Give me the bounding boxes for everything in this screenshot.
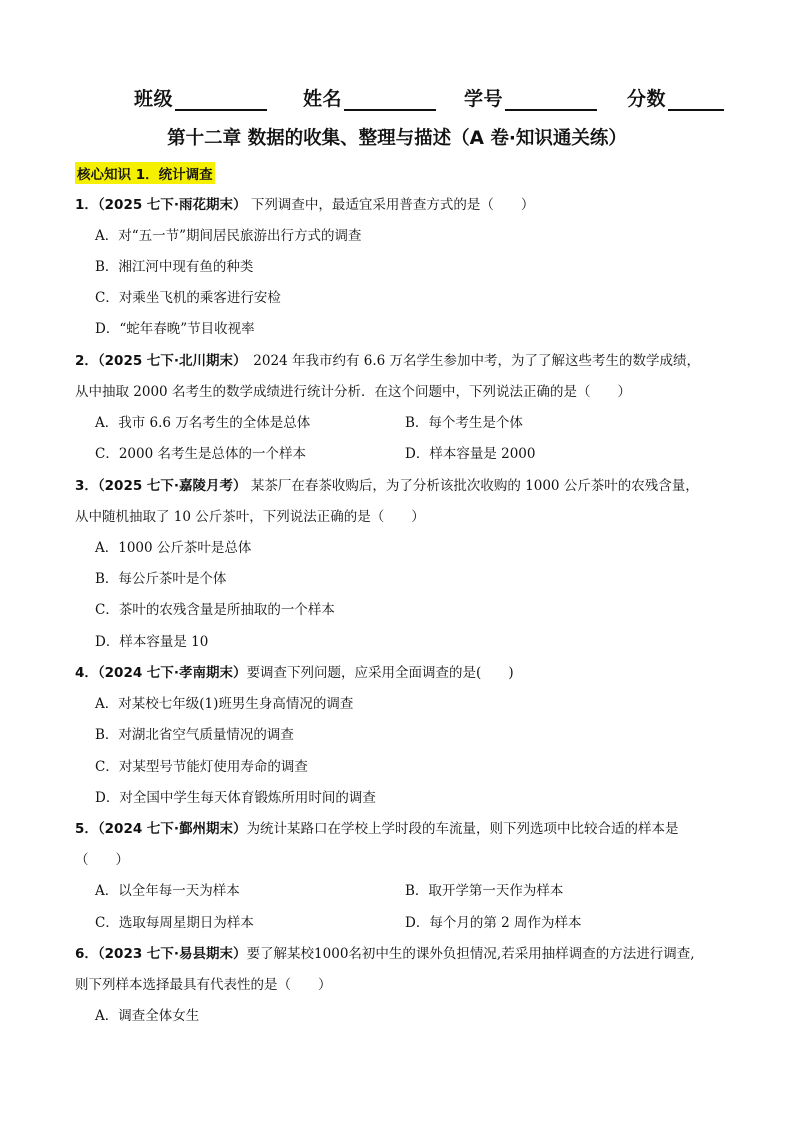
question-4-option-c[interactable]: C．对某型号节能灯使用寿命的调查 <box>95 759 308 775</box>
question-6-stem <box>75 945 695 963</box>
question-2-option-c[interactable]: C．2000 名考生是总体的一个样本 <box>95 446 306 462</box>
question-1-option-c[interactable]: C．对乘坐飞机的乘客进行安检 <box>95 290 281 306</box>
question-1-option-b[interactable]: B．湘江河中现有鱼的种类 <box>95 259 254 275</box>
question-source: （2024 七下·鄞州期末） <box>97 821 247 837</box>
score-blank[interactable] <box>668 89 724 111</box>
class-blank[interactable] <box>175 89 267 111</box>
score-label: 分数 <box>627 88 667 110</box>
question-4-stem <box>75 664 514 682</box>
question-1-stem <box>75 196 534 214</box>
question-source: （2025 七下·嘉陵月考） <box>97 478 247 494</box>
page-title: 第十二章 数据的收集、整理与描述（A 卷·知识通关练） <box>167 128 627 149</box>
question-5-option-b[interactable]: B．取开学第一天作为样本 <box>405 883 564 899</box>
question-text: 要调查下列问题，应采用全面调查的是( ) <box>246 665 514 681</box>
section-heading: 核心知识 1．统计调查 <box>75 162 215 184</box>
question-text: 为统计某路口在学校上学时段的车流量，则下列选项中比较合适的样本是 <box>246 821 679 837</box>
question-number: 3． <box>75 478 98 494</box>
class-field[interactable] <box>134 84 267 111</box>
question-3-option-d[interactable]: D．样本容量是 10 <box>95 634 209 650</box>
question-number: 4． <box>75 665 98 681</box>
question-5-option-c[interactable]: C．选取每周星期日为样本 <box>95 915 254 931</box>
class-label: 班级 <box>134 88 174 110</box>
name-label: 姓名 <box>303 88 343 110</box>
name-blank[interactable] <box>344 89 436 111</box>
question-source: （2024 七下·孝南期末） <box>97 665 247 681</box>
question-2-option-d[interactable]: D．样本容量是 2000 <box>405 446 536 462</box>
question-text: 要了解某校1000名初中生的课外负担情况,若采用抽样调查的方法进行调查, <box>246 946 695 962</box>
question-4-option-a[interactable]: A．对某校七年级(1)班男生身高情况的调查 <box>95 696 354 712</box>
question-text: 某茶厂在春茶收购后，为了分析该批次收购的 1000 公斤茶叶的农残含量， <box>246 478 699 494</box>
student-id-blank[interactable] <box>505 89 597 111</box>
question-2-stem-continued: 从中抽取 2000 名考生的数学成绩进行统计分析．在这个问题中，下列说法正确的是（ ） <box>75 384 631 400</box>
question-5-stem <box>75 820 679 838</box>
question-3-stem-continued: 从中随机抽取了 10 公斤茶叶，下列说法正确的是（ ） <box>75 509 425 525</box>
question-2-option-a[interactable]: A．我市 6.6 万名考生的全体是总体 <box>95 415 311 431</box>
question-source: （2023 七下·易县期末） <box>97 946 247 962</box>
question-3-option-b[interactable]: B．每公斤茶叶是个体 <box>95 571 227 587</box>
question-2-stem <box>75 352 700 370</box>
question-6-stem-continued: 则下列样本选择最具有代表性的是（ ） <box>75 977 332 993</box>
question-2-option-b[interactable]: B．每个考生是个体 <box>405 415 523 431</box>
question-source: （2025 七下·雨花期末） <box>97 197 247 213</box>
question-1-option-d[interactable]: D．“蛇年春晚”节目收视率 <box>95 321 255 337</box>
question-1-option-a[interactable]: A．对“五一节”期间居民旅游出行方式的调查 <box>95 228 362 244</box>
question-number: 6． <box>75 946 98 962</box>
student-id-label: 学号 <box>464 88 504 110</box>
question-5-option-a[interactable]: A．以全年每一天为样本 <box>95 883 240 899</box>
question-5-option-d[interactable]: D．每个月的第 2 周作为样本 <box>405 915 582 931</box>
name-field[interactable] <box>303 84 436 111</box>
question-text: 下列调查中，最适宜采用普查方式的是（ ） <box>246 197 535 213</box>
question-3-stem <box>75 477 699 495</box>
question-text: 2024 年我市约有 6.6 万名学生参加中考，为了了解这些考生的数学成绩， <box>239 353 701 369</box>
question-4-option-d[interactable]: D．对全国中学生每天体育锻炼所用时间的调查 <box>95 790 376 806</box>
score-field[interactable] <box>627 84 724 111</box>
question-number: 1． <box>75 197 98 213</box>
question-3-option-c[interactable]: C．茶叶的农残含量是所抽取的一个样本 <box>95 602 335 618</box>
question-number: 5． <box>75 821 98 837</box>
question-6-option-a[interactable]: A．调查全体女生 <box>95 1008 200 1024</box>
question-source: （2025 七下·北川期末） <box>97 353 240 369</box>
student-id-field[interactable] <box>464 84 597 111</box>
question-number: 2． <box>75 353 98 369</box>
question-4-option-b[interactable]: B．对湖北省空气质量情况的调查 <box>95 727 294 743</box>
question-5-stem-continued: （ ） <box>75 852 129 868</box>
student-info-header <box>134 84 724 111</box>
question-3-option-a[interactable]: A．1000 公斤茶叶是总体 <box>95 540 252 556</box>
